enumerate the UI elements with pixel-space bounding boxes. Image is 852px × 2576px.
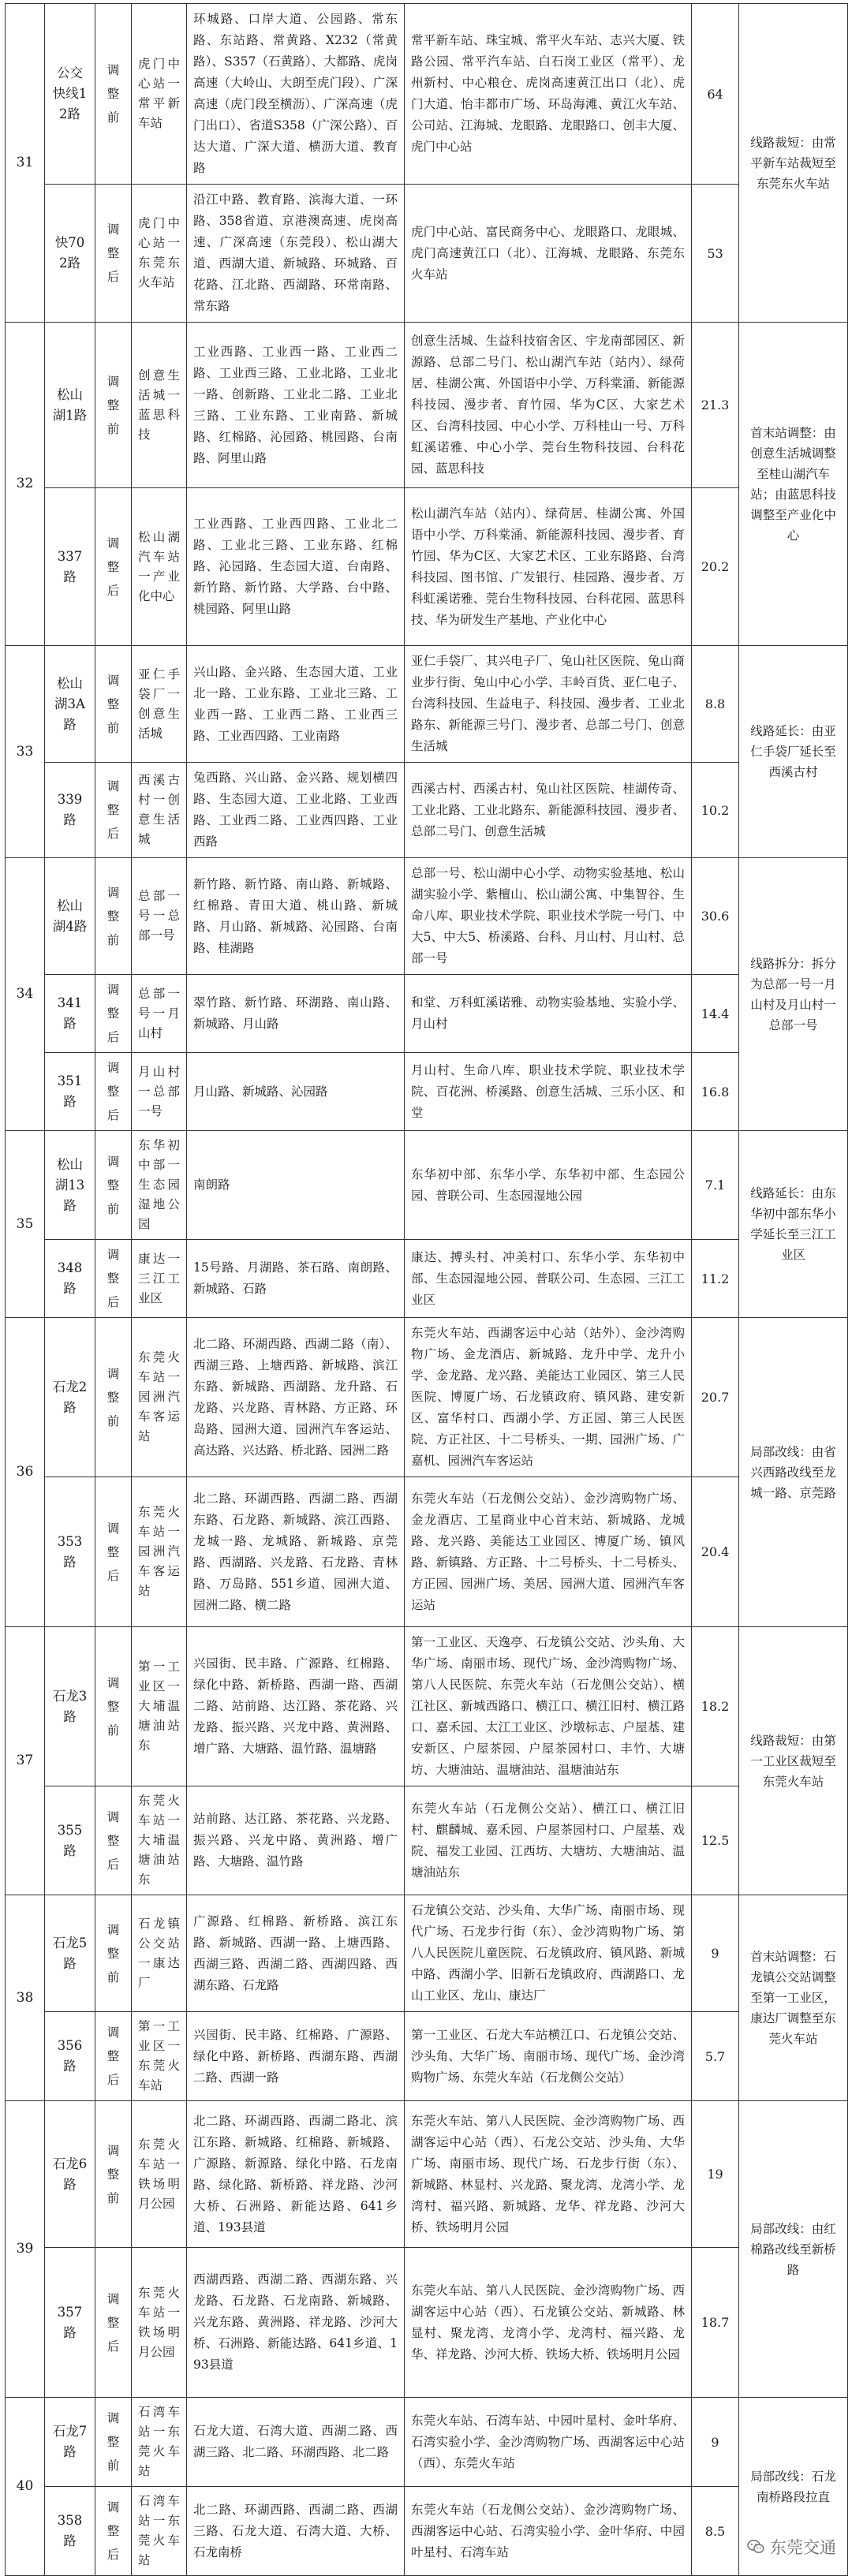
adjustment-note: 线路裁短：由第一工业区裁短至东莞火车站 (739, 1627, 848, 1895)
route-roads: 南朗路 (187, 1131, 405, 1240)
route-stops: 东华初中部、东华小学、东华初中部、生态园公园、普联公司、生态园湿地公园 (405, 1131, 692, 1240)
table-row (6, 323, 848, 488)
route-roads: 月山路、新城路、沁园路 (187, 1053, 405, 1131)
bus-route-adjustment-document (5, 3, 847, 2576)
adjustment-phase (95, 1318, 132, 1477)
adjustment-phase (95, 975, 132, 1053)
adjustment-phase-label: 调整后 (106, 2291, 120, 2354)
route-terminals: 西溪古村一创意生活城 (132, 763, 187, 858)
route-terminals: 东莞火车站一园洲汽车客运站 (132, 1477, 187, 1627)
route-stops: 月山村、生命八库、职业技术学院、职业技术学院、百花洲、桥溪路、创意生活城、三乐小区、和堂 (405, 1053, 692, 1131)
route-roads: 石龙大道、石湾大道、西湖二路、西湖三路、北二路、环湖西路、北二路 (187, 2398, 405, 2487)
table-row (6, 488, 848, 646)
route-terminals: 东莞火车站一铁场明月公园 (132, 2248, 187, 2398)
route-terminals: 东莞火车站一大埔温塘油站东 (132, 1786, 187, 1895)
adjustment-phase-label: 调整后 (106, 2025, 120, 2087)
adjustment-phase-label: 调整前 (106, 2411, 120, 2473)
route-roads: 广源路、红棉路、新桥路、滨江东路、新城路、西湖一路、上塘西路、西湖三路、西湖二路、西湖四路、西湖东路、石龙路 (187, 1895, 405, 2012)
route-stops: 东莞火车站、第八人民医院、金沙湾购物广场、西湖客运中心站（西）、石龙镇公交站、新城路、林显村、聚龙湾、龙湾小学、龙湾村、福兴路、龙华、祥龙路、沙河大桥、铁场大桥、铁场明月公园 (405, 2248, 692, 2398)
adjustment-phase (95, 763, 132, 858)
adjustment-phase-label: 调整后 (106, 536, 120, 598)
adjustment-phase (95, 4, 132, 185)
route-length: 30.6 (692, 858, 739, 975)
route-name: 快702路 (45, 185, 95, 323)
route-name: 348路 (45, 1240, 95, 1318)
route-name: 公交快线12路 (45, 4, 95, 185)
adjustment-phase-label: 调整前 (106, 673, 120, 735)
route-stops: 第一工业区、天逸亭、石龙镇公交站、沙头角、大华广场、南丽市场、现代广场、金沙湾购物广场、第八人民医院、东莞火车站（石龙侧公交站）、横江社区、新城西路口、横江口、横江旧村、横江路口、嘉禾园、太江工业区、沙墩标志、户屋基、建安新区、户屋茶园、户屋茶园村口、丰竹、大塘坊、大塘油站、温塘油站、温塘油站东 (405, 1627, 692, 1786)
route-roads: 15号路、月湖路、茶石路、南朗路、新城路、石路 (187, 1240, 405, 1318)
adjustment-note: 局部改线：石龙南桥路段拉直 (739, 2398, 848, 2576)
route-length: 9 (692, 2398, 739, 2487)
group-number: 31 (6, 4, 45, 323)
route-terminals: 虎门中心站一常平新车站 (132, 4, 187, 185)
adjustment-phase-label: 调整前 (106, 2143, 120, 2205)
route-roads: 翠竹路、新竹路、环湖路、南山路、新城路、月山路 (187, 975, 405, 1053)
adjustment-note: 首末站调整：由创意生活城调整至桂山湖汽车站；由蓝思科技调整至产业化中心 (739, 323, 848, 646)
route-length: 64 (692, 4, 739, 185)
adjustment-phase (95, 1053, 132, 1131)
adjustment-phase (95, 1240, 132, 1318)
table-row (6, 763, 848, 858)
adjustment-phase-label: 调整后 (106, 779, 120, 841)
group-number: 34 (6, 858, 45, 1131)
watermark-text: 东莞交通 (770, 2538, 836, 2557)
route-stops: 创意生活城、生益科技宿舍区、宇龙南部园区、新源路、总部二号门、松山湖汽车站（站内）、绿荷居、桂湖公寓、外国语中小学、万科棠涌、新能源科技园、漫步者、育竹园、华为C区、大家艺术区、台湾科技园、中心小学、万科桂山一号、万科虹溪诺雅、中心小学、莞台生物科技园、台科花园、蓝思科技 (405, 323, 692, 488)
route-stops: 东莞火车站、西湖客运中心站（站外）、金沙湾购物广场、金龙酒店、新城路、龙升中学、龙升小学、金龙路、龙兴路、美能达工业园区、第三人民医院、博厦广场、石龙镇政府、镇风路、建安新区、富华村口、西湖小学、方正园、第三人民医院、方正社区、十二号桥头、一期、园洲广场、广嘉机、园洲汽车客运站 (405, 1318, 692, 1477)
adjustment-note: 局部改线：由红棉路改线至新桥路 (739, 2101, 848, 2398)
group-number: 32 (6, 323, 45, 646)
adjustment-phase-label: 调整后 (106, 1248, 120, 1309)
route-length: 18.7 (692, 2248, 739, 2398)
adjustment-phase (95, 1895, 132, 2012)
adjustment-phase-label: 调整前 (106, 885, 120, 947)
table-row (6, 1318, 848, 1477)
adjustment-phase-label: 调整后 (106, 1521, 120, 1583)
route-name: 松山湖4路 (45, 858, 95, 975)
adjustment-phase-label: 调整后 (106, 2500, 120, 2562)
route-length: 16.8 (692, 1053, 739, 1131)
table-row (6, 1240, 848, 1318)
route-terminals: 创意生活城一蓝思科技 (132, 323, 187, 488)
adjustment-note: 局部改线：由省兴西路改线至龙城一路、京莞路 (739, 1318, 848, 1627)
table-row (6, 2398, 848, 2487)
route-roads: 西湖西路、西湖二路、西湖东路、兴龙路、石龙路、石龙南路、新城路、兴龙东路、黄洲路、祥龙路、沙河大桥、石洲路、新能达路、641乡道、193县道 (187, 2248, 405, 2398)
table-row (6, 975, 848, 1053)
route-roads: 兔西路、兴山路、金兴路、规划横四路、生态园大道、工业北路、工业西路、工业西二路、工业西四路、工业西路 (187, 763, 405, 858)
route-name: 石龙7路 (45, 2398, 95, 2487)
route-stops: 常平新车站、珠宝城、常平火车站、志兴大厦、铁路公园、常平汽车站、白石岗工业区（常平）、龙州新村、中心粮仓、虎岗高速黄江出口（北）、虎门大道、怡丰都市广场、环岛海滩、黄江火车站、公司站、江海城、龙眼路、龙眼路口、创丰大厦、虎门中心站 (405, 4, 692, 185)
route-adjustment-table (5, 3, 848, 2576)
route-length: 7.1 (692, 1131, 739, 1240)
route-name: 339路 (45, 763, 95, 858)
route-terminals: 石湾车站一东莞火车站 (132, 2398, 187, 2487)
adjustment-phase (95, 185, 132, 323)
route-length: 10.2 (692, 763, 739, 858)
route-stops: 松山湖汽车站（站内）、绿荷居、桂湖公寓、外国语中小学、万科棠涌、新能源科技园、漫步者、育竹园、华为C区、大家艺术区、工业东路路、台湾科技园、图书馆、广发银行、桂园路、漫步者、万科虹溪诺雅、莞台生物科技园、台科花园、蓝思科技、华为研发生产基地、产业化中心 (405, 488, 692, 646)
table-row (6, 2101, 848, 2248)
group-number: 33 (6, 646, 45, 858)
route-stops: 亚仁手袋厂、其兴电子厂、兔山社区医院、兔山商业步行街、兔山中心小学、丰岭百货、亚仁电子、台湾科技园、生益电子、科技园、漫步者、工业北路东、新能源三号门、漫步者、总部二号门、创意生活城 (405, 646, 692, 763)
route-roads: 兴园街、民丰路、广源路、红棉路、绿化中路、新桥路、西湖一路、西湖二路、站前路、达江路、茶花路、兴龙路、振兴路、兴龙中路、黄洲路、增广路、大塘路、温竹路、温塘路 (187, 1627, 405, 1786)
watermark (746, 2535, 836, 2559)
route-terminals: 第一工业区一东莞火车站 (132, 2012, 187, 2101)
route-length: 12.5 (692, 1786, 739, 1895)
route-length: 8.8 (692, 646, 739, 763)
adjustment-note: 线路拆分：拆分为总部一号一月山村及月山村一总部一号 (739, 858, 848, 1131)
adjustment-note: 首末站调整：石龙镇公交站调整至第一工业区，康达厂调整至东莞火车站 (739, 1895, 848, 2101)
route-roads: 北二路、环湖西路、西湖二路、西湖东路、石龙路、新城路、滨江西路、龙城一路、龙城路、新城路、京莞路、西湖路、兴龙路、石龙路、青林路、万岛路、551乡道、园洲大道、园洲二路、横二路 (187, 1477, 405, 1627)
table-row (6, 2248, 848, 2398)
adjustment-phase-label: 调整前 (106, 374, 120, 436)
adjustment-phase (95, 1627, 132, 1786)
route-roads: 站前路、达江路、茶花路、兴龙路、振兴路、兴龙中路、黄洲路、增广路、大塘路、温竹路 (187, 1786, 405, 1895)
route-stops: 康达、搏头村、冲美村口、东华小学、东华初中部、生态园湿地公园、普联公司、生态园、三江工业区 (405, 1240, 692, 1318)
table-row (6, 1627, 848, 1786)
route-length: 9 (692, 1895, 739, 2012)
route-length: 20.7 (692, 1318, 739, 1477)
route-terminals: 松山湖汽车站一产业化中心 (132, 488, 187, 646)
table-row (6, 646, 848, 763)
adjustment-phase-label: 调整后 (106, 222, 120, 284)
route-terminals: 石湾车站一东莞火车站 (132, 2487, 187, 2576)
route-terminals: 月山村一总部一号 (132, 1053, 187, 1131)
adjustment-phase-label: 调整前 (106, 1922, 120, 1984)
group-number: 37 (6, 1627, 45, 1895)
adjustment-phase-label: 调整后 (106, 1061, 120, 1122)
adjustment-phase-label: 调整后 (106, 1809, 120, 1872)
adjustment-phase (95, 2248, 132, 2398)
route-terminals: 总部一号一总部一号 (132, 858, 187, 975)
route-roads: 北二路、环湖西路、西湖二路、西湖三路、石龙大道、石湾大道、大桥、石龙南桥 (187, 2487, 405, 2576)
adjustment-phase (95, 2101, 132, 2248)
route-terminals: 东莞火车站一园洲汽车客运站 (132, 1318, 187, 1477)
route-roads: 新竹路、新竹路、南山路、新城路、红棉路、青田大道、桃山路、新城路、月山路、新城路、沁园路、台南路、桂湖路 (187, 858, 405, 975)
route-length: 8.5 (692, 2487, 739, 2576)
group-number: 40 (6, 2398, 45, 2576)
route-terminals: 总部一号一月山村 (132, 975, 187, 1053)
group-number: 36 (6, 1318, 45, 1627)
route-stops: 西溪古村、西溪古村、兔山社区医院、桂湖传奇、工业北路、工业北路东、新能源科技园、漫步者、总部二号门、创意生活城 (405, 763, 692, 858)
route-stops: 和堂、万科虹溪诺雅、动物实验基地、实验小学、月山村 (405, 975, 692, 1053)
route-name: 石龙2路 (45, 1318, 95, 1477)
route-name: 341路 (45, 975, 95, 1053)
route-length: 19 (692, 2101, 739, 2248)
adjustment-phase (95, 646, 132, 763)
adjustment-phase (95, 1477, 132, 1627)
route-roads: 沿江中路、教育路、滨海大道、一环路、358省道、京港澳高速、虎岗高速、广深高速（东莞段）、松山湖大道、西湖大道、新城路、环城路、百花路、江北路、西湖路、环常南路、常东路 (187, 185, 405, 323)
route-length: 5.7 (692, 2012, 739, 2101)
route-length: 20.2 (692, 488, 739, 646)
route-terminals: 石龙镇公交站一康达厂 (132, 1895, 187, 2012)
adjustment-note: 线路裁短：由常平新车站裁短至东莞东火车站 (739, 4, 848, 323)
route-name: 353路 (45, 1477, 95, 1627)
adjustment-phase-label: 调整前 (106, 63, 120, 125)
route-stops: 东莞火车站、第八人民医院、金沙湾购物广场、西湖客运中心站（西）、石龙公交站、沙头角、大华广场、南丽市场、现代广场、石龙步行街（东）、新城路、林显村、兴龙路、聚龙湾、龙湾小学、龙湾村、福兴路、新城路、龙华、祥龙路、沙河大桥、铁场明月公园 (405, 2101, 692, 2248)
adjustment-note: 线路延长：由东华初中部东华小学延长至三江工业区 (739, 1131, 848, 1318)
group-number: 39 (6, 2101, 45, 2398)
route-roads: 环城路、口岸大道、公园路、常东路、东站路、常黄路、X232（常黄路）、S357（石黄路）、大都路、虎岗高速（大岭山、大朗至虎门段）、广深高速（虎门段至横沥）、广深高速（虎门出口）、省道S358（广深公路）、百达大道、广深大道、横沥大道、教育路 (187, 4, 405, 185)
table-row (6, 1131, 848, 1240)
adjustment-phase-label: 调整前 (106, 1154, 120, 1216)
table-row (6, 858, 848, 975)
route-name: 351路 (45, 1053, 95, 1131)
route-length: 21.3 (692, 323, 739, 488)
route-name: 356路 (45, 2012, 95, 2101)
adjustment-phase (95, 858, 132, 975)
route-name: 357路 (45, 2248, 95, 2398)
route-roads: 北二路、环湖西路、西湖二路北、滨江东路、新城路、红棉路、新城路、广源路、新源路、绿化中路、石龙南路、绿化路、新桥路、祥龙路、沙河大桥、石洲路、新能达路、641乡道、193县道 (187, 2101, 405, 2248)
route-terminals: 康达一三江工业区 (132, 1240, 187, 1318)
route-stops: 东莞火车站（石龙侧公交站）、金沙湾购物广场、西湖客运中心站、石湾实验小学、金叶华府、中园叶星村、石湾车站 (405, 2487, 692, 2576)
route-length: 18.2 (692, 1627, 739, 1786)
group-number: 38 (6, 1895, 45, 2101)
route-name: 松山湖1路 (45, 323, 95, 488)
route-roads: 工业西路、工业西一路、工业西二路、工业西三路、工业北路、工业北一路、创新路、工业北二路、工业北三路、工业东路、工业南路、新城路、红棉路、沁园路、桃园路、台南路、阿里山路 (187, 323, 405, 488)
route-length: 20.4 (692, 1477, 739, 1627)
table-row (6, 1477, 848, 1627)
route-name: 358路 (45, 2487, 95, 2576)
table-row (6, 2487, 848, 2576)
route-terminals: 东莞火车站一铁场明月公园 (132, 2101, 187, 2248)
route-stops: 石龙镇公交站、沙头角、大华广场、南丽市场、现代广场、石龙步行街（东）、金沙湾购物广场、第八人民医院儿童医院、石龙镇政府、镇风路、新城中路、西湖小学、旧新石龙镇政府、西湖路口、龙山工业区、龙山、康达厂 (405, 1895, 692, 2012)
adjustment-phase (95, 323, 132, 488)
route-roads: 兴园街、民丰路、红棉路、广源路、绿化中路、新桥路、西湖东路、西湖二路、西湖一路 (187, 2012, 405, 2101)
route-stops: 总部一号、松山湖中心小学、动物实验基地、松山湖实验小学、紫檀山、松山湖公寓、中集智谷、生命八库、职业技术学院、职业技术学院一号门、中大5、中大5、桥溪路、台科、月山村、月山村、总部一号 (405, 858, 692, 975)
route-terminals: 东华初中部一生态园湿地公园 (132, 1131, 187, 1240)
table-row (6, 4, 848, 185)
table-row (6, 1895, 848, 2012)
route-name: 337路 (45, 488, 95, 646)
adjustment-phase (95, 488, 132, 646)
route-name: 石龙5路 (45, 1895, 95, 2012)
adjustment-phase (95, 2487, 132, 2576)
adjustment-phase (95, 1786, 132, 1895)
adjustment-phase-label: 调整前 (106, 1675, 120, 1738)
adjustment-phase-label: 调整后 (106, 983, 120, 1044)
adjustment-phase (95, 2398, 132, 2487)
route-terminals: 亚仁手袋厂一创意生活城 (132, 646, 187, 763)
table-row (6, 1786, 848, 1895)
route-length: 53 (692, 185, 739, 323)
table-body (6, 4, 848, 2576)
adjustment-note: 线路延长：由亚仁手袋厂延长至西溪古村 (739, 646, 848, 858)
table-row (6, 1053, 848, 1131)
adjustment-phase (95, 2012, 132, 2101)
route-length: 14.4 (692, 975, 739, 1053)
route-name: 355路 (45, 1786, 95, 1895)
route-stops: 东莞火车站（石龙侧公交站）、金沙湾购物广场、金龙酒店、工星商业中心首末站、新城路、龙城路、龙兴路、美能达工业园区、博厦广场、镇风路、新镇路、方正路、十二号桥头、十二号桥头、方正园、园洲广场、美居、园洲大道、园洲汽车客运站 (405, 1477, 692, 1627)
route-roads: 北二路、环湖西路、西湖二路（南）、西湖三路、上塘西路、新城路、滨江东路、新城路、西湖路、龙升路、石龙路、兴龙路、青林路、方正路、环岛路、园洲大道、园洲汽车客运站、高达路、兴达路、桥北路、园洲二路 (187, 1318, 405, 1477)
route-name: 松山湖13路 (45, 1131, 95, 1240)
route-stops: 东莞火车站、石湾车站、中园叶星村、金叶华府、石湾实验小学、金沙湾购物广场、西湖客运中心站（西）、东莞火车站 (405, 2398, 692, 2487)
route-name: 石龙3路 (45, 1627, 95, 1786)
route-stops: 虎门中心站、富民商务中心、龙眼路口、龙眼城、虎门高速黄江口（北）、江海城、龙眼路、东莞东火车站 (405, 185, 692, 323)
adjustment-phase-label: 调整前 (106, 1366, 120, 1428)
route-stops: 东莞火车站（石龙侧公交站）、横江口、横江旧村、麒麟城、嘉禾园、户屋茶园村口、户屋基、戏院、福发工业园、江西坊、大塘坊、大塘油站、温塘油站东 (405, 1786, 692, 1895)
route-name: 松山湖3A路 (45, 646, 95, 763)
route-roads: 工业西路、工业西四路、工业北二路、工业北三路、工业东路、红棉路、沁园路、生态园大道、台南路、新竹路、新竹路、大学路、台中路、桃园路、阿里山路 (187, 488, 405, 646)
route-roads: 兴山路、金兴路、生态园大道、工业北一路、工业东路、工业北三路、工业西一路、工业西二路、工业西三路、工业西四路、工业南路 (187, 646, 405, 763)
wechat-logo-icon (746, 2537, 765, 2556)
route-terminals: 第一工业区一大埔温塘油站东 (132, 1627, 187, 1786)
adjustment-phase (95, 1131, 132, 1240)
route-name: 石龙6路 (45, 2101, 95, 2248)
route-length: 11.2 (692, 1240, 739, 1318)
route-stops: 第一工业区、石龙大车站横江口、石龙镇公交站、沙头角、大华广场、南丽市场、现代广场、金沙湾购物广场、东莞火车站（石龙侧公交站） (405, 2012, 692, 2101)
group-number: 35 (6, 1131, 45, 1318)
table-row (6, 2012, 848, 2101)
route-terminals: 虎门中心站一东莞东火车站 (132, 185, 187, 323)
table-row (6, 185, 848, 323)
